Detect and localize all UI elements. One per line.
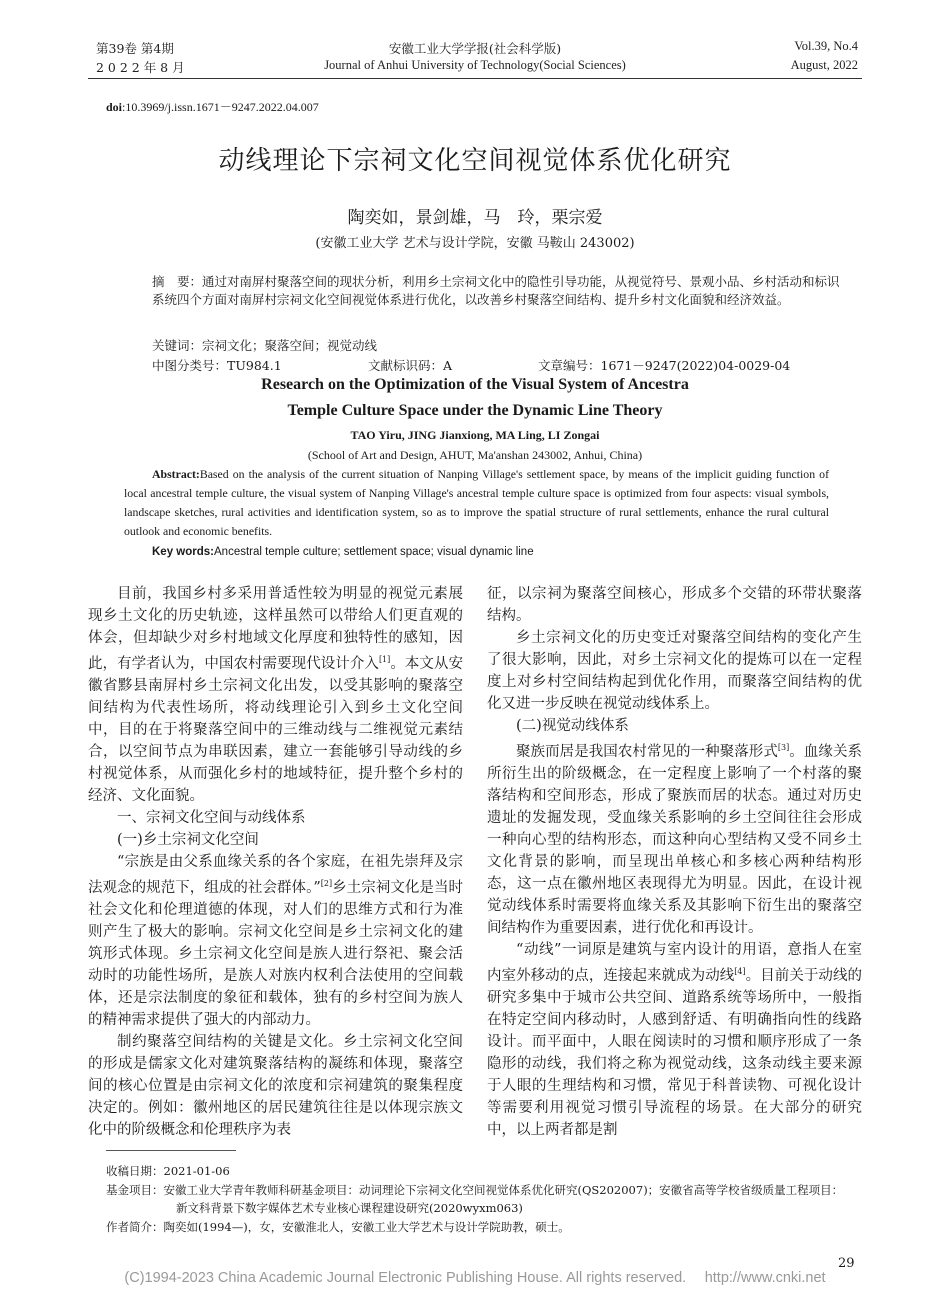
header-date-en: August, 2022 [790, 58, 858, 72]
body-paragraph: 征，以宗祠为聚落空间核心，形成多个交错的环带状聚落结构。 [487, 586, 862, 624]
header-rule [88, 78, 862, 79]
keywords-cn: 关键词：宗祠文化；聚落空间；视觉动线 [152, 338, 378, 353]
en-affiliation: (School of Art and Design, AHUT, Ma'anshan 243002, Anhui, China) [307, 448, 643, 462]
en-title-line2: Temple Culture Space under the Dynamic Line Theory [287, 402, 663, 419]
article-title: 动线理论下宗祠文化空间视觉体系优化研究 [218, 146, 732, 176]
footnote-fund-cont: 新文科背景下数字媒体艺术专业核心课程建设研究(2020wyxm063) [176, 1201, 523, 1215]
doc-code: 文献标识码：A [368, 358, 453, 373]
header-journal-en: Journal of Anhui University of Technology(Social Sciences) [324, 58, 626, 72]
para-text: 聚族而居是我国农村常见的一种聚落形式 [516, 743, 778, 760]
header-journal-cn: 安徽工业大学学报(社会科学版) [388, 41, 562, 56]
footnote-author: 作者简介：陶奕如(1994—)，女，安徽淮北人，安徽工业大学艺术与设计学院助教，硕士。 [106, 1220, 570, 1234]
doi-line[interactable] [106, 98, 319, 115]
header-date: 2 0 2 2 年 8 月 [96, 60, 185, 75]
clc-number: 中图分类号：TU984.1 [152, 358, 282, 373]
en-keywords [152, 546, 534, 558]
en-keywords-text: Ancestral temple culture; settlement space; visual dynamic line [214, 546, 534, 558]
section-heading-1-1: (一)乡土宗祠文化空间 [117, 831, 259, 848]
section-heading-1-2: (二)视觉动线体系 [516, 718, 629, 734]
abstract-cn-label: 摘 要： [152, 274, 203, 289]
citation-ref[interactable]: [3] [777, 743, 790, 752]
footnote-fund: 基金项目：安徽工业大学青年教师科研基金项目：动词理论下宗祠文化空间视觉体系优化研究(QS202007)；安徽省高等学校省级质量工程项目： [106, 1183, 844, 1197]
body-paragraph [88, 851, 463, 1031]
para-text: 目前，我国乡村多采用普适性较为明显的视觉元素展现乡土文化的历史轨迹，这样虽然可以带给人们更直观的体会，但却缺少对乡村地域文化厚度和独特性的感知，因此，有学者认为，中国农村需要现代设计介入 [88, 586, 463, 672]
body-paragraph [487, 939, 862, 1141]
body-paragraph: 乡土宗祠文化的历史变迁对聚落空间结构的变化产生了很大影响，因此，对乡土宗祠文化的提炼可以在一定程度上对乡村空间结构起到优化作用，而聚落空间结构的优化又进一步反映在视觉动线体系上。 [487, 630, 862, 712]
doi-value: :10.3969/j.issn.1671－9247.2022.04.007 [122, 100, 319, 114]
page-number: 29 [838, 1256, 855, 1271]
en-abstract-label: Abstract: [152, 467, 200, 481]
abstract-cn-text: 通过对南屏村聚落空间的现状分析，利用乡土宗祠文化中的隐性引导功能，从视觉符号、景观小品、乡村活动和标识系统四个方面对南屏村宗祠文化空间视觉体系进行优化，以改善乡村聚落空间结构、提升乡村文化面貌和经济效益。 [152, 274, 840, 307]
en-abstract [124, 465, 829, 541]
body-left-column [88, 583, 463, 1141]
para-text: 。目前关于动线的研究多集中于城市公共空间、道路系统等场所中，一般指在特定空间内移动时，人感到舒适、有明确指向性的线路设计。而平面中，人眼在阅读时的习惯和顺序形成了一条隐形的动线，我们将之称为视觉动线，这条动线主要来源于人眼的生理结构和习惯，常见于科普读物、可视化设计等需要利用视觉习惯引导流程的场景。在大部分的研究中，以上两者都是割 [487, 967, 863, 1138]
header-vol-en: Vol.39, No.4 [794, 39, 858, 53]
para-text: 乡土宗祠文化是当时社会文化和伦理道德的体现，对人们的思维方式和行为准则产生了极大的影响。宗祠文化空间是乡土宗祠文化的建筑形式体现。乡土宗祠文化空间是族人进行祭祀、聚会活动时的功能性场所，是族人对族内权利合法使用的空间载体，还是宗法制度的象征和载体，独有的乡村空间为族人的精神需求提供了强大的内部动力。 [88, 879, 463, 1028]
citation-ref[interactable]: [1] [378, 655, 391, 664]
para-text: “动线”一词原是建筑与室内设计的用语，意指人在室内室外移动的点，连接起来就成为动线 [487, 941, 862, 984]
citation-ref[interactable]: [4] [734, 966, 746, 976]
body-paragraph [487, 737, 862, 939]
footnote-received: 收稿日期：2021-01-06 [106, 1164, 230, 1178]
footnote-rule [106, 1150, 236, 1151]
doi-label: doi [106, 100, 123, 114]
para-text: 。血缘关系所衍生出的阶级概念，在一定程度上影响了一个村落的聚落结构和空间形态，形成了聚族而居的状态。通过对历史遗址的发掘发现，受血缘关系影响的乡土空间往往会形成一种向心型的结构形态，而这种向心型结构又受不同乡土文化背景的影响，而呈现出单核心和多核心两种结构形态，这一点在徽州地区表现得尤为明显。因此，在设计视觉动线体系时需要将血缘关系及其影响下衍生出的聚落空间结构作为重要因素，进行优化和再设计。 [487, 743, 863, 936]
copyright-watermark: (C)1994-2023 China Academic Journal Electronic Publishing House. All rights reserved. http://www.cnki.net [124, 1270, 826, 1286]
header-volume: 第39卷 第4期 [96, 41, 174, 56]
para-text: 。本文从安徽省黟县南屏村乡土宗祠文化出发，以受其影响的聚落空间结构为代表性场所，将动线理论引入到乡土文化空间中，目的在于将聚落空间中的三维动线与二维视觉元素结合，以空间节点为串联因素，建立一套能够引导动线的乡村视觉体系，从而强化乡村的地域特征，提升整个乡村的经济、文化面貌。 [88, 655, 464, 804]
en-authors: TAO Yiru, JING Jianxiong, MA Ling, LI Zongai [350, 428, 600, 442]
en-abstract-text: Based on the analysis of the current situation of Nanping Village's settlement space, by means of the implicit guiding function of local ancestral temple culture, the visual system of Nanping Village's ancestral temple culture space is optimized from four aspects: visual symbols, landscape sketches, rural activities and identification system, so as to improve the spatial structure of rural settlements, enhance the rural cultural outlook and economic benefits. [124, 467, 829, 538]
para-text: “宗族是由父系血缘关系的各个家庭，在祖先崇拜及宗法观念的规范下，组成的社会群体。” [88, 853, 463, 896]
en-keywords-label: Key words: [152, 546, 214, 558]
section-heading-1: 一、宗祠文化空间与动线体系 [117, 809, 306, 826]
article-authors: 陶奕如，景剑雄，马 玲，栗宗爱 [347, 208, 603, 228]
body-right-column [487, 583, 862, 1141]
body-paragraph [88, 583, 463, 807]
article-affiliation: (安徽工业大学 艺术与设计学院，安徽 马鞍山 243002) [315, 236, 635, 251]
article-number: 文章编号：1671－9247(2022)04-0029-04 [538, 358, 791, 373]
en-title-line1: Research on the Optimization of the Visual System of Ancestra [261, 376, 689, 393]
abstract-cn [152, 273, 852, 309]
body-paragraph: 制约聚落空间结构的关键是文化。乡土宗祠文化空间的形成是儒家文化对建筑聚落结构的凝练和体现，聚落空间的核心位置是由宗祠文化的浓度和宗祠建筑的聚集程度决定的。例如：徽州地区的居民建筑往往是以体现宗族文化中的阶级概念和伦理秩序为表 [88, 1033, 463, 1138]
citation-ref[interactable]: [2] [320, 878, 333, 888]
